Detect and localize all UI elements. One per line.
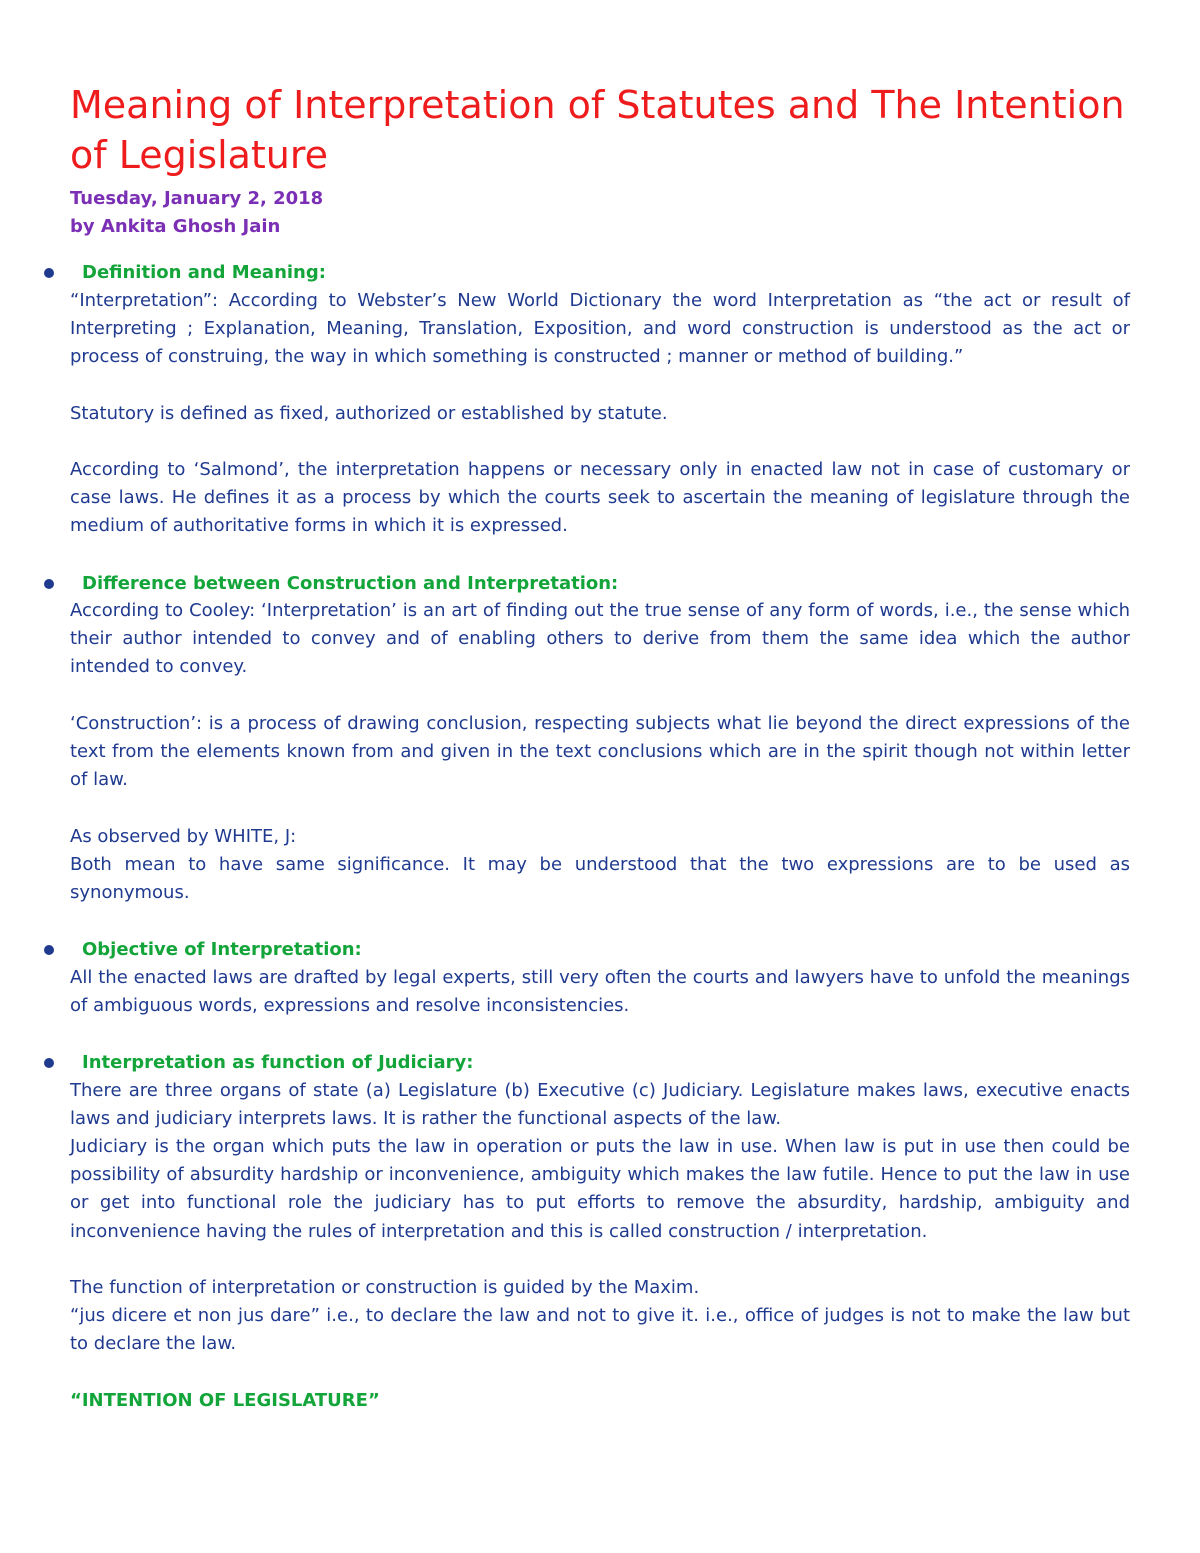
page-title: Meaning of Interpretation of Statutes and The Intention of Legislature [70, 83, 1125, 177]
section-heading-judiciary: Interpretation as function of Judiciary: [82, 1052, 474, 1073]
paragraph: Both mean to have same significance. It may be understood that the two expressions are to be used as synonymous. [70, 854, 1130, 904]
section-heading-objective: Objective of Interpretation: [82, 939, 362, 960]
paragraph: Judiciary is the organ which puts the law in operation or puts the law in use. When law is put in use then could be possibility of absurdity hardship or inconvenience, ambiguity which makes the law futile. Hence to put the law in use or get into functional role the judiciary has to put efforts to remove the absurdity, hardship, ambiguity and inconvenience having the rules of interpretation and this is called construction / interpretation. [70, 1136, 1130, 1242]
paragraph: According to Cooley: ‘Interpretation’ is an art of finding out the true sense of any form of words, i.e., the sense which their author intended to convey and of enabling others to derive from them the same idea which the author intended to convey. [70, 600, 1130, 678]
bullet-icon [44, 268, 54, 278]
paragraph: As observed by WHITE, J: [70, 826, 297, 847]
bullet-icon [44, 945, 54, 955]
intention-heading: “INTENTION OF LEGISLATURE” [70, 1390, 380, 1411]
post-date: Tuesday, January 2, 2018 [70, 188, 324, 209]
section-heading-difference: Difference between Construction and Interpretation: [82, 573, 619, 594]
paragraph: All the enacted laws are drafted by legal experts, still very often the courts and lawyers have to unfold the meanings of ambiguous words, expressions and resolve inconsistencies. [70, 967, 1130, 1017]
paragraph: The function of interpretation or construction is guided by the Maxim. [70, 1277, 700, 1298]
paragraph: “Interpretation”: According to Webster’s New World Dictionary the word Interpretation as “the act or result of Interpreting ; Explanation, Meaning, Translation, Exposition, and word construction is understood as the act or process of construing, the way in which something is constructed ; manner or method of building.” [70, 290, 1130, 368]
section-heading-definition: Definition and Meaning: [82, 262, 326, 283]
paragraph: According to ‘Salmond’, the interpretation happens or necessary only in enacted law not in case of customary or case laws. He defines it as a process by which the courts seek to ascertain the meaning of legislature through the medium of authoritative forms in which it is expressed. [70, 459, 1130, 537]
post-author: by Ankita Ghosh Jain [70, 216, 281, 237]
paragraph: “jus dicere et non jus dare” i.e., to declare the law and not to give it. i.e., office of judges is not to make the law but to declare the law. [70, 1305, 1130, 1355]
bullet-icon [44, 579, 54, 589]
paragraph: There are three organs of state (a) Legislature (b) Executive (c) Judiciary. Legislature makes laws, executive enacts laws and judiciary interprets laws. It is rather the functional aspects of the law. [70, 1080, 1130, 1130]
paragraph: Statutory is defined as fixed, authorized or established by statute. [70, 403, 668, 424]
bullet-icon [44, 1058, 54, 1068]
paragraph: ‘Construction’: is a process of drawing conclusion, respecting subjects what lie beyond the direct expressions of the text from the elements known from and given in the text conclusions which are in the spirit though not within letter of law. [70, 713, 1130, 791]
